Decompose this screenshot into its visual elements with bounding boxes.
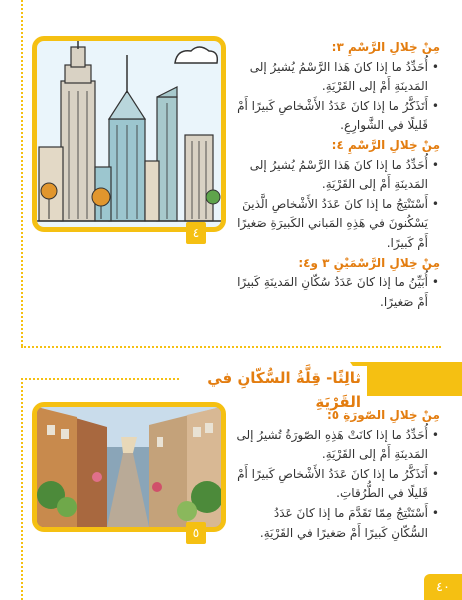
list-item: • أَتَذَكَّرُ ما إذا كانَ عَدَدُ الأَشْخاصِ كَبيرًا أَمْ قَليلًا في الشَّوارِعِ. xyxy=(234,97,428,136)
village-street xyxy=(37,407,221,527)
section2-text xyxy=(234,406,440,543)
figure-5-village-photo xyxy=(32,402,226,532)
block-heading: مِنْ خِلالِ الرَّسْمَيْنِ ٣ و٤: xyxy=(298,255,440,270)
block-list xyxy=(234,58,440,136)
list-item: • أَسْتَنْتِجُ ما إذا كانَ عَدَدُ الأَشْخاصِ الَّذينَ يَسْكُنونَ في هَذِهِ المَباني الكَبيرَةِ صَغيرًا أَمْ كَبيرًا. xyxy=(234,195,428,254)
figure-4-label: ٤ xyxy=(186,222,206,244)
block-list xyxy=(234,273,440,312)
block-heading: مِنْ خِلالِ الرَّسْمِ ٤: xyxy=(331,137,440,152)
section1-text xyxy=(234,38,440,312)
block-heading: مِنْ خِلالِ الرَّسْمِ ٣: xyxy=(331,40,440,54)
city-drawing xyxy=(37,41,221,227)
section2-title: ثالِثًا- قِلَّةُ السُّكّانِ في القَرْيَةِ xyxy=(180,366,367,414)
block-list xyxy=(234,426,440,544)
section1-border xyxy=(21,0,23,346)
page-number: ٤٠ xyxy=(424,574,462,600)
block-heading: مِنْ خِلالِ الصّورَةِ ٥: xyxy=(326,408,440,422)
figure-4-city-illustration xyxy=(32,36,226,232)
list-item: • أُحَدِّدُ ما إذا كانَ هَذا الرَّسْمُ يُشيرُ إلى المَدينَةِ أَمْ إلى القَرْيَةِ. xyxy=(234,58,428,97)
block-list xyxy=(234,156,440,254)
list-item: • أُحَدِّدُ ما إذا كانَتْ هَذِهِ الصّورَةُ تُشيرُ إلى المَدينَةِ أَمْ إلى القَرْيَةِ. xyxy=(234,426,428,465)
list-item: • أَسْتَنْتِجُ مِمّا تَقَدَّمَ ما إذا كانَ عَدَدُ السُّكّانِ كَبيرًا أَمْ صَغيرًا في القَرْيَةِ. xyxy=(234,504,428,543)
list-item: • أُبَيِّنُ ما إذا كانَ عَدَدُ سُكّانِ المَدينَةِ كَبيرًا أَمْ صَغيرًا. xyxy=(234,273,428,312)
list-item: • أَتَذَكَّرُ ما إذا كانَ عَدَدُ الأَشْخاصِ كَبيرًا أَمْ قَليلًا في الطُّرُقاتِ. xyxy=(234,465,428,504)
figure-5-label: ٥ xyxy=(186,522,206,544)
section1-border-bottom xyxy=(21,346,441,348)
list-item: • أُحَدِّدُ ما إذا كانَ هَذا الرَّسْمُ يُشيرُ إلى المَدينَةِ أَمْ إلى القَرْيَةِ. xyxy=(234,156,428,195)
section2-border xyxy=(21,378,23,600)
